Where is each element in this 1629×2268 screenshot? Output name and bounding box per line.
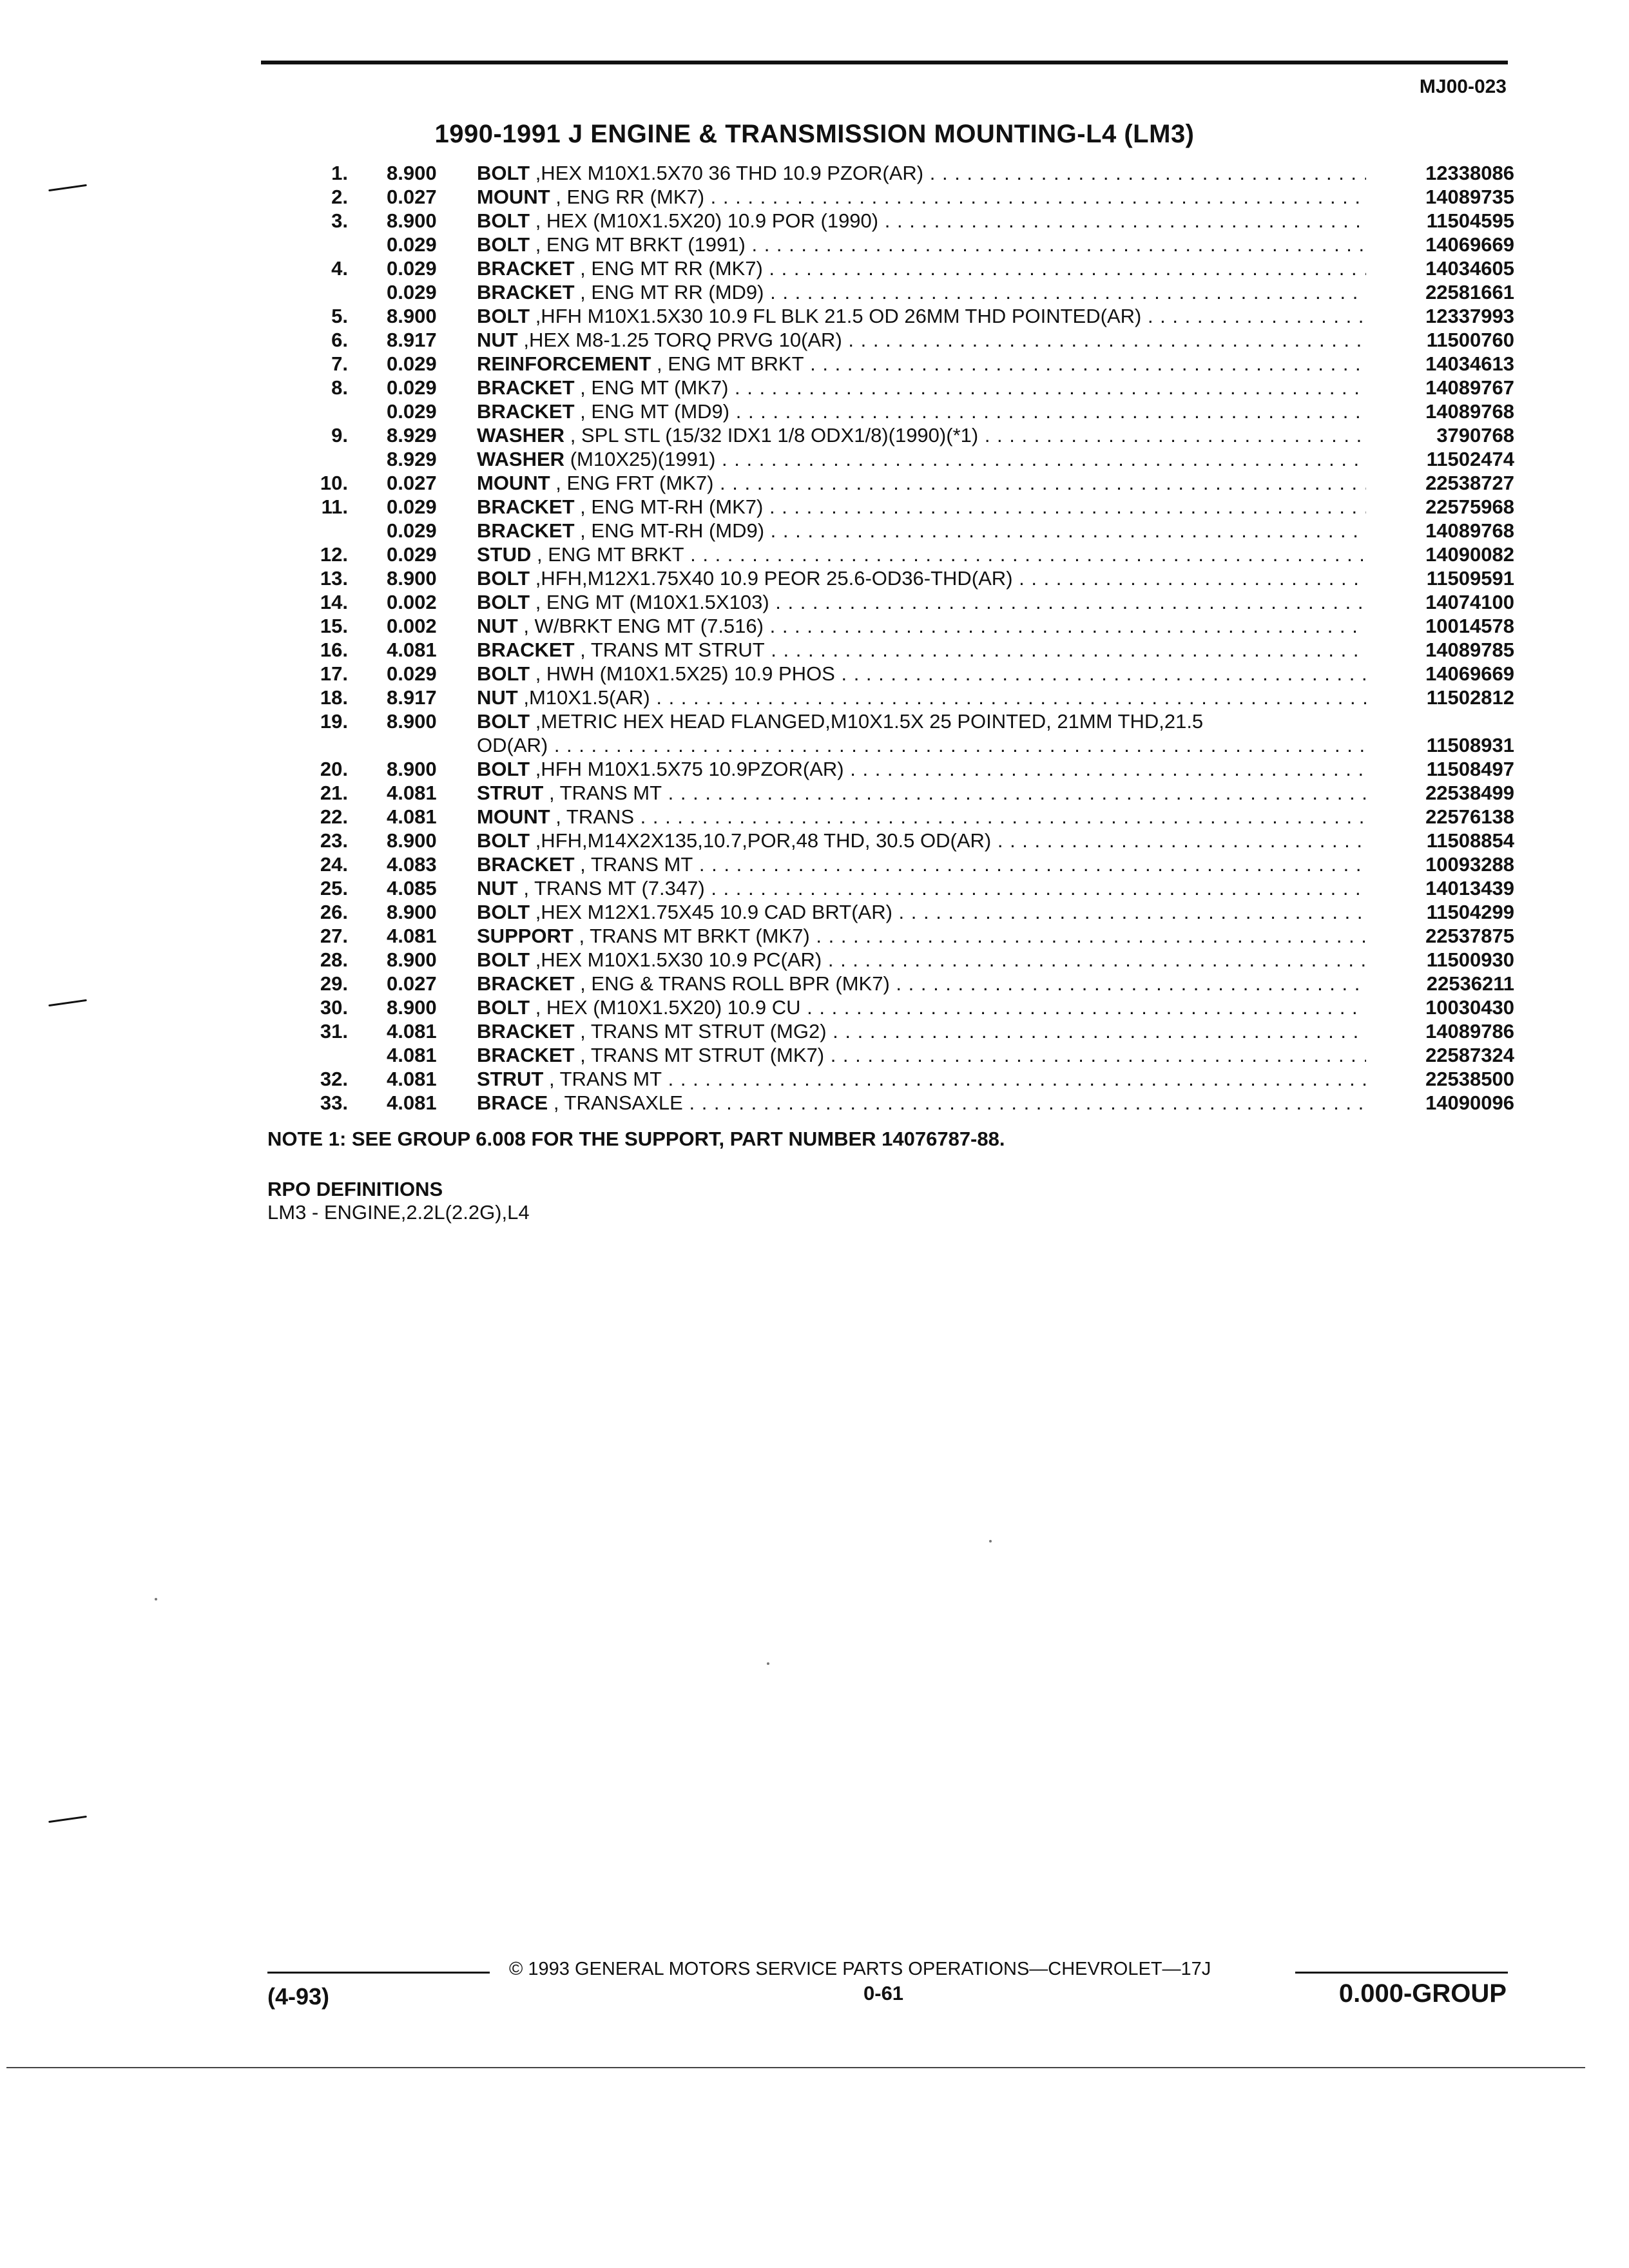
group-number: 0.029 (387, 257, 437, 280)
item-number: 22. (320, 805, 348, 828)
group-number: 8.900 (387, 829, 437, 852)
part-description (477, 709, 1366, 733)
group-number: 8.929 (387, 424, 437, 447)
part-name: MOUNT (477, 805, 550, 828)
part-description (477, 757, 1366, 781)
scan-edge-line (6, 2067, 1585, 2068)
group-number: 4.081 (387, 1044, 437, 1066)
part-name: BOLT (477, 996, 530, 1019)
page-title: 1990-1991 J ENGINE & TRANSMISSION MOUNTING-L4 (LM3) (434, 120, 1195, 148)
item-number: 31. (320, 1020, 348, 1043)
part-detail: ,HEX M8-1.25 TORQ PRVG 10(AR) (517, 329, 842, 351)
group-number: 8.917 (387, 686, 437, 709)
part-detail: , ENG MT RR (MK7) (574, 257, 763, 280)
item-number: 8. (331, 376, 348, 399)
part-number: 12337993 (1425, 305, 1514, 327)
part-detail: ,HFH,M12X1.75X40 10.9 PEOR 25.6-OD36-THD(AR) (530, 567, 1013, 590)
part-description (477, 972, 1366, 995)
part-description (477, 185, 1366, 209)
part-number: 14069669 (1425, 233, 1514, 256)
part-description (477, 662, 1366, 686)
part-description (477, 495, 1366, 519)
part-name: BOLT (477, 209, 530, 232)
group-number: 0.029 (387, 233, 437, 256)
part-number: 12338086 (1425, 162, 1514, 184)
part-name: BOLT (477, 758, 530, 780)
part-name: STRUT (477, 1068, 544, 1090)
table-row (284, 1067, 1514, 1091)
part-description (477, 614, 1366, 638)
part-detail: , HEX (M10X1.5X20) 10.9 POR (1990) (530, 209, 879, 232)
item-number: 16. (320, 639, 348, 661)
part-name: BOLT (477, 305, 530, 327)
table-row (284, 471, 1514, 495)
group-number: 8.900 (387, 567, 437, 590)
part-detail: , ENG MT BRKT (1991) (530, 233, 746, 256)
table-row (284, 638, 1514, 662)
part-description (477, 1067, 1366, 1091)
part-description (477, 161, 1366, 185)
part-number: 14013439 (1425, 877, 1514, 899)
part-detail: , TRANS (550, 805, 634, 828)
part-name: BOLT (477, 829, 530, 852)
part-detail: , HWH (M10X1.5X25) 10.9 PHOS (530, 662, 835, 685)
part-name: WASHER (477, 424, 565, 447)
table-row (284, 328, 1514, 352)
part-number: 11508931 (1426, 734, 1514, 756)
part-description (477, 447, 1366, 471)
part-number: 14034605 (1425, 257, 1514, 280)
part-detail: ,HEX M10X1.5X30 10.9 PC(AR) (530, 948, 822, 971)
group-number: 0.029 (387, 495, 437, 518)
part-description (477, 352, 1366, 376)
part-description (477, 519, 1366, 543)
part-number: 11508497 (1426, 758, 1514, 780)
part-description (477, 280, 1366, 304)
table-row (284, 304, 1514, 328)
table-row (284, 972, 1514, 995)
scan-mark (48, 184, 87, 191)
part-name: BRACKET (477, 639, 575, 661)
part-description (477, 471, 1366, 495)
part-detail: , ENG RR (MK7) (550, 186, 705, 208)
item-number: 19. (320, 710, 348, 733)
part-description (477, 805, 1366, 829)
item-number: 20. (320, 758, 348, 780)
table-row (284, 185, 1514, 209)
group-number: 4.085 (387, 877, 437, 899)
part-number: 22538500 (1425, 1068, 1514, 1090)
part-number: 14034613 (1425, 352, 1514, 375)
part-detail: ,HFH M10X1.5X75 10.9PZOR(AR) (530, 758, 844, 780)
part-name: BRACKET (477, 257, 575, 280)
item-number: 30. (320, 996, 348, 1019)
item-number: 10. (320, 472, 348, 494)
item-number: 27. (320, 925, 348, 947)
group-number: 0.029 (387, 352, 437, 375)
scan-speck (989, 1540, 992, 1542)
part-detail: , ENG MT (MD9) (574, 400, 730, 423)
document-code: MJ00-023 (1419, 76, 1507, 97)
group-number: 8.900 (387, 710, 437, 733)
part-name: BRACKET (477, 495, 575, 518)
group-number: 0.029 (387, 543, 437, 566)
part-detail: , SPL STL (15/32 IDX1 1/8 ODX1/8)(1990)(*1) (564, 424, 979, 447)
table-row (284, 733, 1514, 757)
table-row (284, 948, 1514, 972)
rpo-definitions-heading: RPO DEFINITIONS (267, 1178, 443, 1200)
part-description (477, 328, 1366, 352)
scan-mark (48, 1816, 87, 1823)
table-row (284, 709, 1514, 733)
part-number: 22536211 (1426, 972, 1514, 995)
item-number: 28. (320, 948, 348, 971)
part-number: 11502474 (1426, 448, 1514, 470)
part-description (477, 256, 1366, 280)
part-description (477, 781, 1366, 805)
part-number: 22575968 (1425, 495, 1514, 518)
part-detail: , TRANS MT STRUT (MK7) (574, 1044, 825, 1066)
table-row (284, 447, 1514, 471)
part-detail: , ENG MT BRKT (531, 543, 684, 566)
part-detail: ,HEX M12X1.75X45 10.9 CAD BRT(AR) (530, 901, 892, 923)
group-number: 8.900 (387, 948, 437, 971)
scan-mark (48, 999, 87, 1006)
table-row (284, 519, 1514, 543)
table-row (284, 900, 1514, 924)
part-description (477, 1043, 1366, 1067)
part-name: BRACKET (477, 1044, 575, 1066)
group-number: 4.081 (387, 782, 437, 804)
part-detail: , ENG MT-RH (MD9) (574, 519, 765, 542)
part-description (477, 995, 1366, 1019)
part-detail: , TRANS MT (574, 853, 693, 876)
group-number: 0.002 (387, 591, 437, 613)
item-number: 21. (320, 782, 348, 804)
part-number: 10014578 (1425, 615, 1514, 637)
part-number: 14090082 (1425, 543, 1514, 566)
part-detail: ,METRIC HEX HEAD FLANGED,M10X1.5X 25 POINTED, 21MM THD,21.5 (530, 710, 1204, 733)
part-detail: , TRANS MT STRUT (574, 639, 765, 661)
part-name: BOLT (477, 591, 530, 613)
part-description (477, 733, 1366, 757)
part-name: BRACKET (477, 972, 575, 995)
group-number: 8.900 (387, 996, 437, 1019)
note: NOTE 1: SEE GROUP 6.008 FOR THE SUPPORT, PART NUMBER 14076787-88. (267, 1128, 1005, 1150)
part-number: 14089735 (1425, 186, 1514, 208)
part-detail: ,HEX M10X1.5X70 36 THD 10.9 PZOR(AR) (530, 162, 924, 184)
table-row (284, 233, 1514, 256)
part-name: BOLT (477, 662, 530, 685)
part-detail: ,M10X1.5(AR) (517, 686, 650, 709)
group-number: 0.027 (387, 186, 437, 208)
part-name: STRUT (477, 782, 544, 804)
part-number: 14089767 (1425, 376, 1514, 399)
part-description (477, 829, 1366, 852)
part-description (477, 566, 1366, 590)
group-number: 8.900 (387, 758, 437, 780)
item-number: 1. (331, 162, 348, 184)
part-number: 14090096 (1425, 1091, 1514, 1114)
part-detail: , TRANS MT (543, 782, 662, 804)
part-detail: , ENG MT-RH (MK7) (574, 495, 764, 518)
part-number: 11508854 (1426, 829, 1514, 852)
part-number: 14069669 (1425, 662, 1514, 685)
part-number: 14089785 (1425, 639, 1514, 661)
table-row (284, 543, 1514, 566)
table-row (284, 256, 1514, 280)
footer-rule-right (1295, 1972, 1508, 1974)
group-number: 0.029 (387, 519, 437, 542)
part-number: 22576138 (1425, 805, 1514, 828)
part-number: 22537875 (1425, 925, 1514, 947)
group-number: 0.029 (387, 376, 437, 399)
part-number: 11509591 (1426, 567, 1514, 590)
part-number: 11500760 (1426, 329, 1514, 351)
part-name: STUD (477, 543, 532, 566)
group-number: 8.900 (387, 209, 437, 232)
rpo-definition-item: LM3 - ENGINE,2.2L(2.2G),L4 (267, 1201, 530, 1224)
table-row (284, 852, 1514, 876)
group-number: 0.002 (387, 615, 437, 637)
part-name: BRACKET (477, 519, 575, 542)
part-name: BOLT (477, 710, 530, 733)
part-name: BRACKET (477, 1020, 575, 1043)
part-detail: (M10X25)(1991) (564, 448, 716, 470)
table-row (284, 352, 1514, 376)
part-name: BRACE (477, 1091, 548, 1114)
part-detail: , W/BRKT ENG MT (7.516) (517, 615, 764, 637)
part-detail: , TRANSAXLE (548, 1091, 683, 1114)
part-number: 11500930 (1426, 948, 1514, 971)
table-row (284, 161, 1514, 185)
footer-group: 0.000-GROUP (1338, 1979, 1507, 2008)
part-name: BOLT (477, 901, 530, 923)
group-number: 0.029 (387, 281, 437, 303)
part-number: 11504299 (1426, 901, 1514, 923)
group-number: 4.081 (387, 805, 437, 828)
part-number: 22581661 (1425, 281, 1514, 303)
part-name: SUPPORT (477, 925, 574, 947)
part-description (477, 1019, 1366, 1043)
item-number: 12. (320, 543, 348, 566)
table-row (284, 590, 1514, 614)
group-number: 8.900 (387, 901, 437, 923)
item-number: 5. (331, 305, 348, 327)
group-number: 4.081 (387, 639, 437, 661)
item-number: 18. (320, 686, 348, 709)
part-number: 14089768 (1425, 400, 1514, 423)
part-name: REINFORCEMENT (477, 352, 651, 375)
top-rule (261, 61, 1508, 64)
part-name: MOUNT (477, 472, 550, 494)
table-row (284, 829, 1514, 852)
item-number: 26. (320, 901, 348, 923)
table-row (284, 1043, 1514, 1067)
item-number: 7. (331, 352, 348, 375)
part-description (477, 948, 1366, 972)
item-number: 25. (320, 877, 348, 899)
table-row (284, 1019, 1514, 1043)
part-description (477, 900, 1366, 924)
part-description (477, 686, 1366, 709)
part-name: NUT (477, 877, 518, 899)
table-row (284, 495, 1514, 519)
part-number: 3790768 (1436, 424, 1514, 447)
group-number: 0.029 (387, 400, 437, 423)
group-number: 4.081 (387, 1020, 437, 1043)
part-number: 11504595 (1426, 209, 1514, 232)
part-name: BRACKET (477, 376, 575, 399)
group-number: 4.083 (387, 853, 437, 876)
part-number: 10093288 (1425, 853, 1514, 876)
part-detail: OD(AR) (477, 734, 548, 756)
scan-speck (767, 1662, 769, 1665)
item-number: 33. (320, 1091, 348, 1114)
part-description (477, 233, 1366, 256)
part-number: 22538499 (1425, 782, 1514, 804)
item-number: 6. (331, 329, 348, 351)
part-detail: , ENG MT RR (MD9) (574, 281, 764, 303)
part-name: BOLT (477, 948, 530, 971)
footer-rule-left (267, 1972, 490, 1974)
group-number: 4.081 (387, 925, 437, 947)
item-number: 17. (320, 662, 348, 685)
item-number: 11. (321, 495, 348, 518)
item-number: 4. (331, 257, 348, 280)
item-number: 13. (320, 567, 348, 590)
part-name: BRACKET (477, 281, 575, 303)
item-number: 2. (331, 186, 348, 208)
table-row (284, 1091, 1514, 1115)
footer-date: (4-93) (267, 1983, 330, 2010)
part-description (477, 638, 1366, 662)
part-name: NUT (477, 615, 518, 637)
table-row (284, 399, 1514, 423)
part-detail: , TRANS MT (543, 1068, 662, 1090)
table-row (284, 924, 1514, 948)
group-number: 0.029 (387, 662, 437, 685)
table-row (284, 805, 1514, 829)
part-number: 14089786 (1425, 1020, 1514, 1043)
parts-list (284, 161, 1514, 1115)
item-number: 3. (331, 209, 348, 232)
item-number: 32. (320, 1068, 348, 1090)
table-row (284, 614, 1514, 638)
group-number: 8.917 (387, 329, 437, 351)
part-number: 22587324 (1425, 1044, 1514, 1066)
part-number: 22538727 (1425, 472, 1514, 494)
part-description (477, 399, 1366, 423)
part-description (477, 209, 1366, 233)
table-row (284, 423, 1514, 447)
part-name: NUT (477, 329, 518, 351)
part-description (477, 852, 1366, 876)
item-number: 14. (320, 591, 348, 613)
part-description (477, 1091, 1366, 1115)
part-description (477, 924, 1366, 948)
part-name: BOLT (477, 162, 530, 184)
footer-page-number: 0-61 (863, 1982, 904, 2004)
part-name: BRACKET (477, 853, 575, 876)
table-row (284, 686, 1514, 709)
group-number: 4.081 (387, 1068, 437, 1090)
group-number: 0.027 (387, 472, 437, 494)
part-detail: , ENG & TRANS ROLL BPR (MK7) (574, 972, 890, 995)
table-row (284, 995, 1514, 1019)
table-row (284, 662, 1514, 686)
part-detail: , HEX (M10X1.5X20) 10.9 CU (530, 996, 801, 1019)
group-number: 8.900 (387, 305, 437, 327)
part-detail: , TRANS MT BRKT (MK7) (573, 925, 810, 947)
part-name: BOLT (477, 567, 530, 590)
part-number: 14074100 (1425, 591, 1514, 613)
table-row (284, 209, 1514, 233)
part-name: BRACKET (477, 400, 575, 423)
item-number: 15. (320, 615, 348, 637)
part-detail: , ENG MT BRKT (651, 352, 804, 375)
part-number: 10030430 (1425, 996, 1514, 1019)
part-name: NUT (477, 686, 518, 709)
table-row (284, 280, 1514, 304)
part-description (477, 304, 1366, 328)
scan-speck (155, 1598, 157, 1600)
group-number: 8.900 (387, 162, 437, 184)
part-name: WASHER (477, 448, 565, 470)
table-row (284, 876, 1514, 900)
group-number: 8.929 (387, 448, 437, 470)
copyright-line: © 1993 GENERAL MOTORS SERVICE PARTS OPERATIONS—CHEVROLET—17J (509, 1959, 1211, 1979)
part-detail: , ENG MT (MK7) (574, 376, 729, 399)
table-row (284, 566, 1514, 590)
part-description (477, 423, 1366, 447)
part-detail: , TRANS MT (7.347) (517, 877, 705, 899)
item-number: 29. (320, 972, 348, 995)
part-detail: , TRANS MT STRUT (MG2) (574, 1020, 827, 1043)
part-detail: , ENG MT (M10X1.5X103) (530, 591, 769, 613)
item-number: 24. (320, 853, 348, 876)
part-name: BOLT (477, 233, 530, 256)
part-name: MOUNT (477, 186, 550, 208)
item-number: 23. (320, 829, 348, 852)
part-detail: , ENG FRT (MK7) (550, 472, 714, 494)
part-description (477, 590, 1366, 614)
table-row (284, 757, 1514, 781)
part-description (477, 543, 1366, 566)
table-row (284, 781, 1514, 805)
part-description (477, 376, 1366, 399)
part-number: 11502812 (1426, 686, 1514, 709)
part-detail: ,HFH,M14X2X135,10.7,POR,48 THD, 30.5 OD(AR) (530, 829, 992, 852)
part-detail: ,HFH M10X1.5X30 10.9 FL BLK 21.5 OD 26MM THD POINTED(AR) (530, 305, 1142, 327)
group-number: 4.081 (387, 1091, 437, 1114)
item-number: 9. (331, 424, 348, 447)
part-number: 14089768 (1425, 519, 1514, 542)
group-number: 0.027 (387, 972, 437, 995)
part-description (477, 876, 1366, 900)
table-row (284, 376, 1514, 399)
